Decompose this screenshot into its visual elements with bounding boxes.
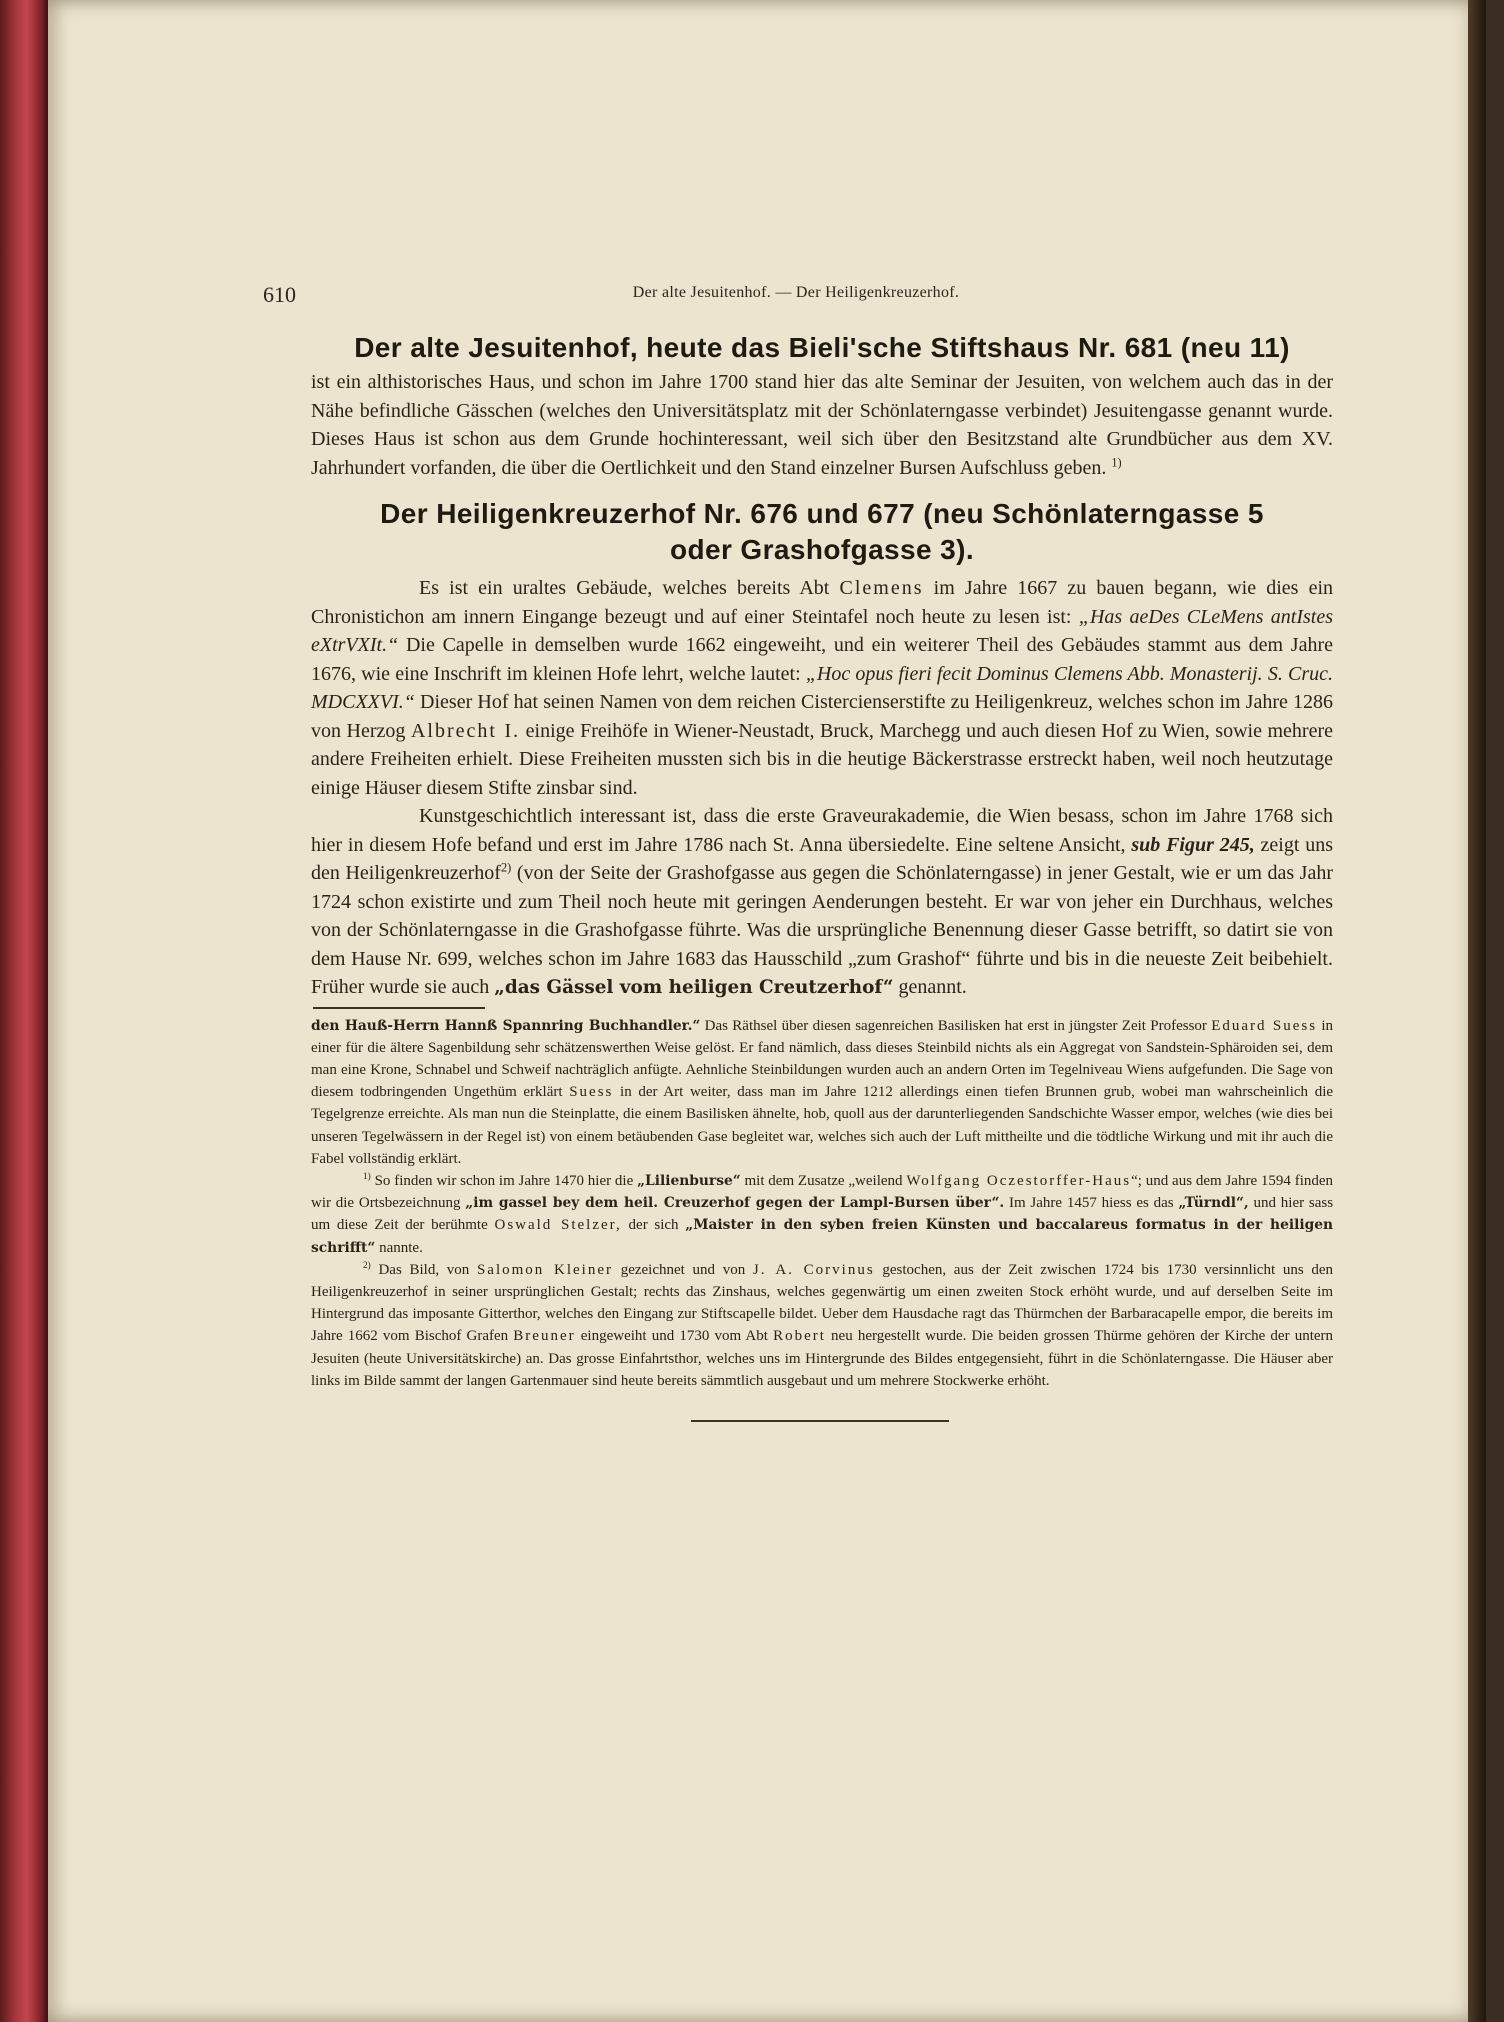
name-suess: Eduard Suess xyxy=(1211,1017,1318,1034)
footnote-divider xyxy=(313,1007,485,1009)
text: “; und aus dem Jahre 1594 finden wir die Ortsbezeichnung xyxy=(311,1172,1334,1212)
fraktur-text: den Hauß-Herrn Hannß Spannring Buchhandler.“ xyxy=(311,1017,701,1034)
end-divider xyxy=(691,1420,949,1422)
text: mit dem Zusatze „weilend xyxy=(744,1172,903,1189)
paragraph-2 xyxy=(311,802,1333,1003)
heading-line-1: Der Heiligenkreuzerhof Nr. 676 und 677 (neu Schönlaterngasse 5 xyxy=(380,498,1264,529)
page-edge xyxy=(1468,0,1486,2022)
name-albrecht: Albrecht I. xyxy=(410,719,521,742)
footnote-continuation xyxy=(311,1015,1333,1170)
text: gezeichnet und von xyxy=(620,1261,746,1278)
page-number: 610 xyxy=(263,282,296,307)
footnote-ref-1: 1) xyxy=(1111,454,1122,469)
section-heading-jesuitenhof: Der alte Jesuitenhof, heute das Bieli'sche Stiftshaus Nr. 681 (neu 11) xyxy=(354,332,1290,363)
name-robert: Robert xyxy=(773,1328,826,1345)
text: der sich xyxy=(628,1217,679,1234)
fraktur-text: „Maister in den syben freien Künsten und baccalareus formatus in der heiligen schrifft“ xyxy=(311,1217,1334,1256)
text: Das Bild, von xyxy=(378,1261,470,1278)
section-heading-heiligenkreuzerhof xyxy=(311,496,1333,568)
text: in einer für die ältere Sagenbildung sehr schätzenswerthen Weise gelöst. Er fand nämlich, dass dieses Steinbild nichts als ein Aggregat von Sandstein-Sphäroiden sei, dem man eine Krone, Schnabel und Schweif nachträglich anfügte. Aehnliche Steinbildungen wurden auch an andern Orten im Tegelniveau Wiens aufgefunden. Die Sage von diesem todbringenden Ungethüm erklärt xyxy=(311,1017,1334,1101)
running-title: Der alte Jesuitenhof. — Der Heiligenkreuzerhof. xyxy=(632,284,960,301)
name-kleiner: Salomon Kleiner xyxy=(476,1261,613,1278)
inscription-quote: „Hoc opus fieri fecit Dominus Clemens Abb. Monasterij. S. Cruc. MDCXXVI.“ xyxy=(311,662,1333,713)
fraktur-text: „im gassel bey dem heil. Creuzerhof gegen der Lampl-Bursen über“. xyxy=(465,1195,1005,1212)
text: einige Freihöfe in Wiener-Neustadt, Bruck, Marchegg und auch diesen Hof zu Wien, sowie mehrere andere Freiheiten erhielt. Diese Freiheiten mussten sich bis in die heutige Bäckerstrasse erstreckt haben, weil noch heutzutage einige Häuser diesem Stifte zinsbar sind. xyxy=(311,719,1334,799)
book-spine xyxy=(0,0,48,2022)
name-wolfgang: Wolfgang Oczestorffer-Haus xyxy=(906,1172,1132,1189)
text: in der Art weiter, dass man im Jahre 1212 allerdings einen tiefen Brunnen grub, wobei man wahrscheinlich die Tegelgrenze erreichte. Als man nun die Steinplatte, die einem Basilisken ähnelte, hob, quoll aus der darunterliegenden Sandschichte Wasser empor, welches (wie dies bei unseren Tegelwässern in der Regel ist) von einem betäubenden Gase begleitet war, welches sich auch der Luft mittheilte und die tödtliche Wirkung und mit ihr auch die Fabel vollständig erklärt. xyxy=(311,1084,1334,1167)
text: Das Räthsel über diesen sagenreichen Basilisken hat erst in jüngster Zeit Professor xyxy=(704,1017,1207,1034)
chronistichon-quote: „Has aeDes CLeMens antIstes eXtrVXIt.“ xyxy=(311,605,1333,656)
body-text: ist ein althistorisches Haus, und schon im Jahre 1700 stand hier das alte Seminar der Jesuiten, von welchem auch das in der Nähe befindliche Gässchen (welches den Universitätsplatz mit der Schönlaterngasse verbindet) Jesuitengasse genannt wurde. Dieses Haus ist schon aus dem Grunde hochinteressant, weil sich über den Besitzstand alte Grundbücher aus dem XV. Jahrhundert vorfanden, die über die Oertlichkeit und den Stand einzelner Bursen Aufschluss geben. xyxy=(311,371,1333,479)
name-oswald: Oswald Stelzer, xyxy=(494,1217,622,1234)
name-clemens: Clemens xyxy=(839,577,924,599)
text: genannt. xyxy=(898,976,967,998)
text: So finden wir schon im Jahre 1470 hier die xyxy=(374,1172,634,1189)
text: nannte. xyxy=(379,1239,423,1256)
fraktur-street-name: „das Gässel vom heiligen Creutzerhof“ xyxy=(494,977,894,998)
name-breuner: Breuner xyxy=(513,1328,576,1345)
fraktur-text: „Türndl“, xyxy=(1178,1195,1249,1212)
name-corvinus: J. A. Corvinus xyxy=(752,1261,875,1278)
text: zeigt uns den Heiligenkreuzerhof xyxy=(311,833,1334,884)
text: Kunstgeschichtlich interessant ist, dass die erste Graveurakademie, die Wien besass, schon im Jahre 1768 sich hier in diesem Hofe befand und erst im Jahre 1786 nach St. Anna übersiedelte. Eine seltene Ansicht, xyxy=(311,805,1333,856)
footnote-2 xyxy=(311,1259,1333,1392)
heading-line-2: oder Grashofgasse 3). xyxy=(669,534,975,565)
fraktur-text: „Lilienburse“ xyxy=(637,1172,741,1189)
text: Die Capelle in demselben wurde 1662 eingeweiht, und ein weiterer Theil des Gebäudes stammt aus dem Jahre 1676, wie eine Inschrift im kleinen Hofe lehrt, welche lautet: xyxy=(311,634,1334,685)
text: Im Jahre 1457 hiess es das xyxy=(1008,1195,1174,1212)
page-header xyxy=(263,282,1329,312)
name-suess: Suess xyxy=(569,1084,614,1101)
paragraph-1 xyxy=(311,574,1333,802)
text: Es ist ein uraltes Gebäude, welches bereits Abt xyxy=(419,577,830,599)
text: Dieser Hof hat seinen Namen von dem reichen Cistercienserstifte zu Heiligenkreuz, welches schon im Jahre 1286 von Herzog xyxy=(311,691,1334,742)
footnote-mark: 2) xyxy=(363,1260,371,1271)
text: eingeweiht und 1730 vom Abt xyxy=(580,1328,768,1345)
footnote-ref-2: 2) xyxy=(500,860,512,875)
text: (von der Seite der Grashofgasse aus gegen die Schönlaterngasse) in jener Gestalt, wie er um das Jahr 1724 schon existirte und zum Theil noch heute mit geringen Aenderungen besteht. Er war von jeher ein Durchhaus, welches von der Schönlaterngasse in die Grashofgasse führte. Was die ursprüngliche Benennung dieser Gasse betrifft, so datirt sie von dem Hause Nr. 699, welches schon im Jahre 1683 das Hausschild „zum Grashof“ führte und bis in die neueste Zeit beibehielt. Früher wurde sie auch xyxy=(311,862,1334,998)
figure-reference: sub Figur 245, xyxy=(1131,833,1255,856)
page-content xyxy=(311,330,1333,1422)
section-body-jesuitenhof xyxy=(311,368,1333,482)
text: gestochen, aus der Zeit zwischen 1724 bis 1730 versinnlicht uns den Heiligenkreuzerhof in seiner ursprünglichen Gestalt; rechts das Zinshaus, welches gegenwärtig um einen zweiten Stock erhöht wurde, und auf derselben Seite im Hintergrund das imposante Gitterthor, welches den Eingang zur Stiftscapelle bildet. Ueber dem Hausdache ragt das Thürmchen der Barbaracapelle empor, die bereits im Jahre 1662 vom Bischof Grafen xyxy=(311,1261,1334,1345)
text: im Jahre 1667 zu bauen begann, wie dies ein Chronistichon am innern Eingange bezeugt und auf einer Steintafel noch heute zu lesen ist: xyxy=(311,577,1334,628)
text: und hier sass um diese Zeit der berühmte xyxy=(311,1195,1334,1234)
text: neu hergestellt wurde. Die beiden grossen Thürme gehören der Kirche der untern Jesuiten (heute Universitätskirche) an. Das grosse Einfahrtsthor, welches uns im Hintergrunde des Bildes entgegensieht, führt in die Schönlaterngasse. Die Häuser aber links im Bilde sammt der langen Gartenmauer sind heute bereits sämmtlich ausgebaut und um mehrere Stockwerke erhöht. xyxy=(311,1328,1334,1389)
footnote-mark: 1) xyxy=(363,1171,371,1182)
footnote-1 xyxy=(311,1170,1333,1259)
